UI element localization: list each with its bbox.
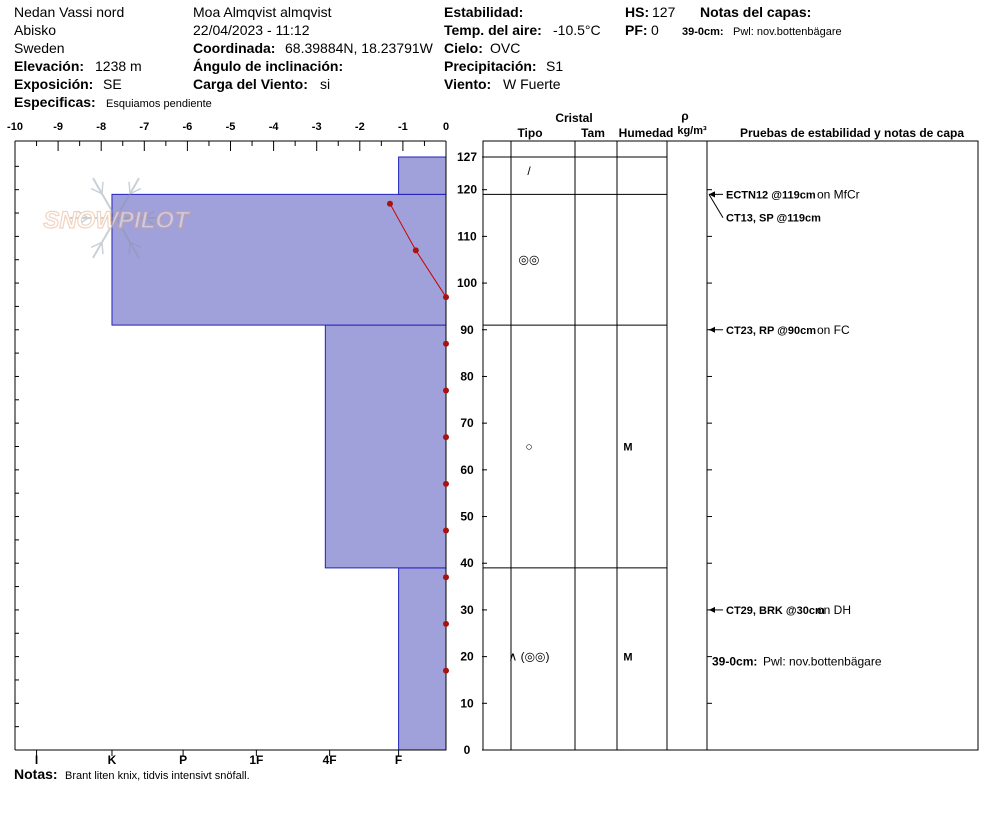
test-arrowhead-icon: [709, 327, 715, 333]
hardness-layer-bar: [325, 325, 446, 568]
table-layer-note-text: Pwl: nov.bottenbägare: [763, 654, 882, 669]
country-name: Sweden: [14, 40, 65, 56]
depth-tick-label: 50: [460, 509, 474, 524]
stability-test-result: CT23, RP @90cm: [726, 324, 817, 337]
temperature-point: [443, 481, 449, 487]
crystal-type-symbol: /: [527, 164, 531, 179]
snowflake-branch: [102, 182, 103, 194]
temperature-tick-label: -9: [53, 121, 63, 133]
temperature-point: [443, 528, 449, 534]
specifics-value: Esquiamos pendiente: [106, 98, 212, 110]
depth-tick-label: 20: [460, 649, 474, 664]
stability-test-note: on MfCr: [817, 187, 860, 202]
hs-value: 127: [652, 4, 676, 20]
temperature-point: [443, 294, 449, 300]
snowflake-branch: [102, 242, 103, 254]
elevation-label: Elevación:: [14, 58, 85, 74]
moisture-value: M: [623, 651, 633, 664]
stability-test-note: on DH: [817, 602, 852, 617]
depth-tick-label: 0: [463, 743, 471, 757]
temperature-point: [443, 668, 449, 674]
temperature-point: [443, 574, 449, 580]
temperature-point: [387, 201, 393, 207]
air-temp-label: Temp. del aire:: [444, 22, 542, 38]
notes-label: Notas:: [14, 766, 58, 782]
hardness-layer-bar: [399, 568, 446, 750]
layer-notes-label: Notas del capas:: [700, 4, 812, 20]
hardness-tick-label: K: [107, 753, 117, 767]
wind-value: W Fuerte: [503, 76, 561, 92]
specifics-label: Especificas:: [14, 94, 96, 110]
precip-value: S1: [546, 58, 564, 74]
col-header-type: Tipo: [517, 126, 543, 140]
precip-label: Precipitación:: [444, 58, 537, 74]
air-temp-value: -10.5°C: [553, 22, 601, 38]
sky-value: OVC: [490, 40, 521, 56]
hardness-tick-label: 4F: [322, 753, 337, 767]
hardness-tick-label: I: [34, 753, 39, 767]
hardness-tick-label: F: [394, 753, 403, 767]
temperature-tick-label: -2: [354, 121, 365, 133]
pf-value: 0: [651, 22, 659, 38]
temperature-tick-label: -3: [311, 121, 322, 133]
layer-note-depth: 39-0cm:: [682, 26, 724, 38]
observation-datetime: 22/04/2023 - 11:12: [193, 22, 310, 38]
depth-tick-label: 40: [460, 556, 474, 571]
crystal-type-symbol: ○: [525, 439, 533, 454]
coordinate-value: 68.39884N, 18.23791W: [285, 40, 433, 56]
moisture-value: M: [623, 441, 633, 454]
col-header-tests: Pruebas de estabilidad y notas de capa: [739, 126, 965, 140]
stability-test-result: CT13, SP @119cm: [726, 212, 821, 225]
temperature-tick-label: -7: [139, 121, 150, 133]
crystal-type-symbol: ∧ (◎◎): [508, 649, 550, 664]
coordinate-label: Coordinada:: [193, 40, 276, 56]
wind-label: Viento:: [444, 76, 492, 92]
elevation-value: 1238 m: [95, 58, 142, 74]
layer-note-text: Pwl: nov.bottenbägare: [733, 26, 842, 38]
depth-tick-label: 120: [456, 182, 478, 197]
depth-tick-label: 110: [457, 229, 477, 244]
region-name: Abisko: [14, 22, 57, 38]
location-name: Nedan Vassi nord: [14, 4, 125, 20]
stability-test-result: CT29, BRK @30cm: [726, 604, 825, 617]
test-pointer-arrow: [709, 194, 723, 217]
wind-load-label: Carga del Viento:: [193, 76, 308, 92]
aspect-value: SE: [103, 76, 122, 92]
snowpilot-watermark-text: SNOWPILOT: [43, 207, 189, 234]
stability-label: Estabilidad:: [444, 4, 524, 20]
temperature-point: [443, 341, 449, 347]
depth-tick-label: 80: [460, 369, 474, 384]
temperature-tick-label: -8: [96, 121, 107, 133]
aspect-label: Exposición:: [14, 76, 94, 92]
temperature-tick-label: -4: [268, 121, 279, 133]
wind-load-value: si: [320, 76, 331, 92]
depth-tick-label: 10: [460, 696, 474, 711]
col-header-crystal: Cristal: [555, 111, 593, 125]
table-layer-note-range: 39-0cm:: [712, 654, 758, 669]
snowflake-branch: [129, 182, 130, 194]
stability-test-result: ECTN12 @119cm: [726, 189, 816, 202]
temperature-tick-label: -1: [398, 121, 408, 133]
depth-tick-label: 90: [460, 322, 474, 337]
hardness-tick-label: P: [179, 753, 188, 767]
col-header-moisture: Humedad: [618, 126, 674, 140]
depth-tick-label: 70: [460, 416, 474, 431]
depth-tick-label: 127: [456, 150, 478, 164]
depth-tick-label: 100: [456, 276, 478, 291]
observer-name: Moa Almqvist almqvist: [193, 4, 332, 20]
hardness-layer-bar: [399, 157, 446, 194]
test-arrowhead-icon: [709, 607, 715, 613]
incline-label: Ángulo de inclinación:: [193, 58, 344, 74]
snowflake-branch: [129, 242, 130, 254]
hardness-tick-label: 1F: [249, 753, 264, 767]
depth-tick-label: 60: [460, 462, 474, 477]
profile-chart: [7, 121, 487, 767]
temperature-point: [443, 434, 449, 440]
col-header-size: Tam: [581, 126, 605, 140]
notes-value: Brant liten knix, tidvis intensivt snöfall.: [65, 770, 250, 782]
temperature-tick-label: 0: [442, 121, 450, 133]
temperature-point: [443, 387, 449, 393]
temperature-tick-label: -5: [225, 121, 236, 133]
temperature-point: [443, 621, 449, 627]
pf-label: PF:: [625, 22, 648, 38]
hs-label: HS:: [625, 4, 650, 20]
stability-test-note: on FC: [817, 322, 850, 337]
col-header-rho: ρ: [681, 109, 689, 123]
temperature-point: [413, 247, 419, 253]
temperature-tick-label: -10: [7, 121, 23, 133]
col-header-density-unit: kg/m³: [677, 125, 707, 137]
sky-label: Cielo:: [444, 40, 483, 56]
depth-tick-label: 30: [460, 602, 474, 617]
layer-table: [483, 109, 978, 750]
crystal-type-symbol: ◎◎: [518, 252, 540, 267]
temperature-tick-label: -6: [182, 121, 193, 133]
